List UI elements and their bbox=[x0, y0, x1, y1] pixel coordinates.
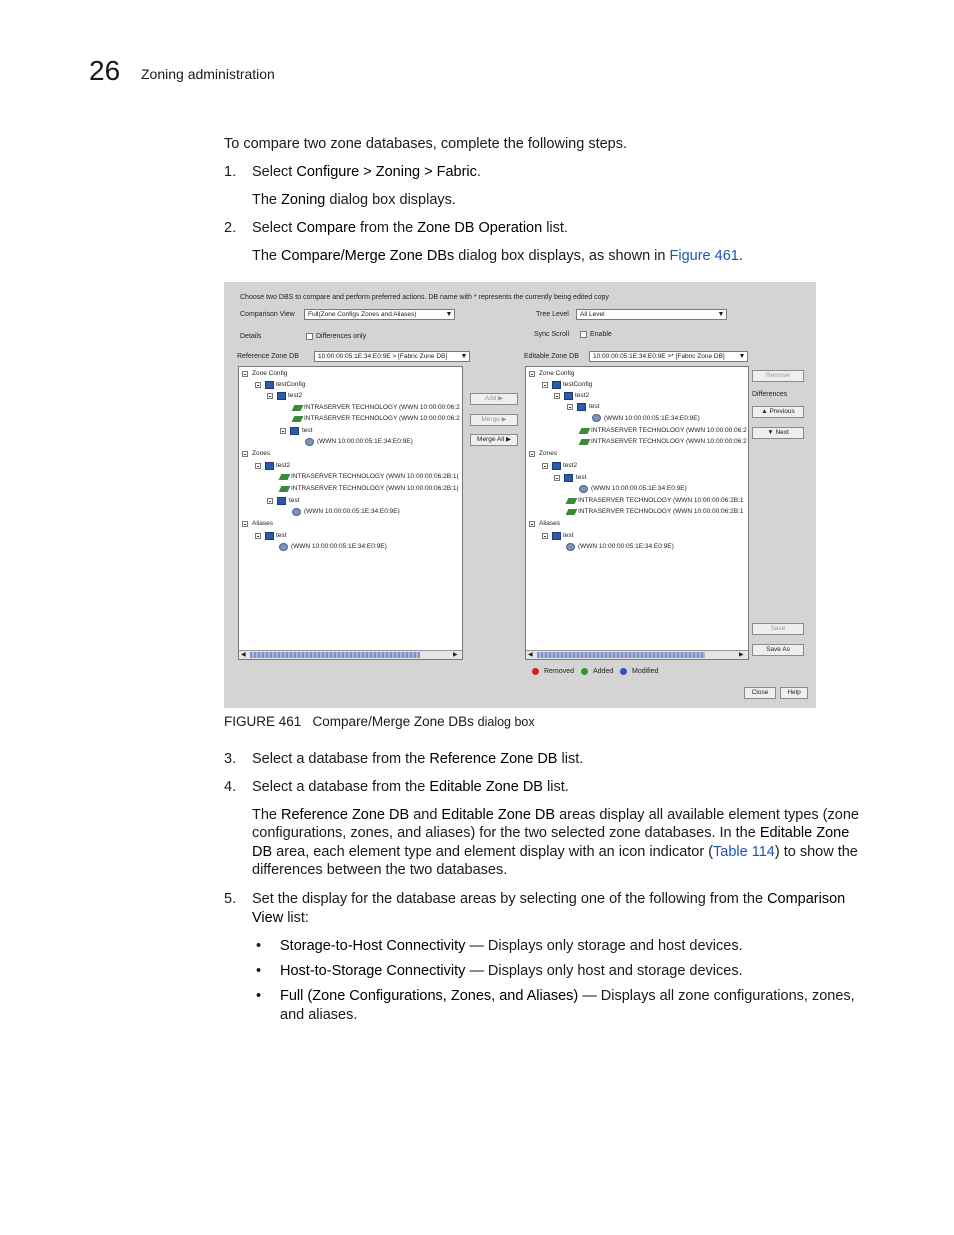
tree-node-test2[interactable]: test2 bbox=[276, 462, 291, 469]
scroll-left-icon[interactable]: ◀ bbox=[241, 652, 246, 658]
text: ) to show the bbox=[774, 844, 858, 860]
next-button[interactable]: ▼ Next bbox=[752, 427, 804, 439]
tree-node-member[interactable]: INTRASERVER TECHNOLOGY (WWN 10:00:00:06:2 bbox=[591, 427, 747, 434]
text: — Displays only storage and host devices. bbox=[465, 938, 743, 954]
text: Select a database from the bbox=[252, 751, 430, 767]
reference-zone-db-label: Reference Zone DB bbox=[237, 353, 299, 360]
label: Previous bbox=[769, 408, 795, 415]
ui-term: DB bbox=[252, 844, 273, 860]
ui-term: Compare bbox=[296, 220, 356, 236]
zone-config-icon bbox=[552, 381, 561, 389]
step-2 bbox=[252, 219, 568, 237]
step-5 bbox=[252, 890, 845, 908]
collapse-icon[interactable] bbox=[242, 521, 248, 527]
bullet-item bbox=[280, 962, 743, 980]
step-5-line-2 bbox=[252, 909, 309, 927]
sync-scroll-label: Sync Scroll bbox=[534, 331, 570, 338]
device-icon bbox=[592, 414, 601, 422]
step-4 bbox=[252, 778, 569, 796]
collapse-icon[interactable] bbox=[280, 428, 286, 434]
save-as-button[interactable]: Save As bbox=[752, 644, 804, 656]
dropdown-arrow-icon: ▼ bbox=[717, 311, 725, 318]
tree-node-aliases[interactable]: Aliases bbox=[539, 520, 560, 527]
paragraph-line bbox=[252, 843, 858, 861]
add-button[interactable]: Add ▶ bbox=[470, 393, 518, 405]
device-icon bbox=[579, 485, 588, 493]
figure-link[interactable]: Figure 461 bbox=[669, 248, 739, 264]
text: Select bbox=[252, 164, 297, 180]
tree-node-member[interactable]: INTRASERVER TECHNOLOGY (WWN 10:00:00:06:2B:1( bbox=[291, 473, 459, 480]
caption-main: Compare/Merge Zone DBs bbox=[312, 714, 474, 729]
comparison-view-label: Comparison View bbox=[240, 311, 295, 318]
alias-icon bbox=[265, 532, 274, 540]
caption-prefix: FIGURE 461 bbox=[224, 714, 302, 729]
differences-only-checkbox[interactable] bbox=[306, 333, 313, 340]
tree-node-wwn[interactable]: (WWN 10:00:00:05:1E:34:E0:9E) bbox=[304, 508, 400, 515]
legend-added: Added bbox=[593, 668, 614, 675]
tree-node-test[interactable]: test bbox=[302, 427, 313, 434]
editable-tree-panel[interactable] bbox=[525, 366, 749, 660]
collapse-icon[interactable] bbox=[529, 521, 535, 527]
member-icon bbox=[566, 509, 578, 515]
zone-icon bbox=[277, 392, 286, 400]
alias-icon bbox=[552, 532, 561, 540]
bullet-icon: • bbox=[256, 988, 262, 1004]
option-name: Storage-to-Host Connectivity bbox=[280, 938, 466, 954]
details-label: Details bbox=[240, 333, 262, 340]
caption-suffix: dialog box bbox=[477, 715, 535, 729]
text: area, each element type and element display with an icon indicator ( bbox=[272, 844, 714, 860]
collapse-icon[interactable] bbox=[542, 382, 548, 388]
collapse-icon[interactable] bbox=[255, 463, 261, 469]
comparison-view-select[interactable] bbox=[304, 309, 455, 320]
tree-level-select[interactable] bbox=[576, 309, 727, 320]
text: from the bbox=[355, 220, 418, 236]
collapse-icon[interactable] bbox=[542, 533, 548, 539]
tree-node-member[interactable]: INTRASERVER TECHNOLOGY (WWN 10:00:00:06:2B:1( bbox=[291, 485, 459, 492]
paragraph-line bbox=[252, 806, 859, 824]
scrollbar-thumb[interactable] bbox=[537, 652, 705, 658]
tree-node-member[interactable]: INTRASERVER TECHNOLOGY (WWN 10:00:00:06:2 bbox=[304, 415, 460, 422]
tree-node-test[interactable]: test bbox=[563, 532, 574, 539]
merge-button[interactable]: Merge ▶ bbox=[470, 414, 518, 426]
label: Next bbox=[775, 429, 789, 436]
tree-node-zone-config[interactable]: Zone Config bbox=[252, 370, 288, 377]
tree-node-testconfig[interactable]: testConfig bbox=[563, 381, 593, 388]
zone-icon bbox=[564, 474, 573, 482]
selected-value: Full(Zone Configs Zones and Aliases) bbox=[308, 311, 417, 318]
zone-icon bbox=[277, 497, 286, 505]
tree-node-test[interactable]: test bbox=[289, 497, 300, 504]
ui-term: Zone DB Operation bbox=[417, 220, 543, 236]
device-icon bbox=[279, 543, 288, 551]
paragraph-line bbox=[252, 824, 849, 842]
editable-zone-db-label: Editable Zone DB bbox=[524, 353, 579, 360]
text: configurations, zones, and aliases) for the two selected zone databases. In the bbox=[252, 825, 760, 841]
ui-term: Zoning bbox=[281, 192, 326, 208]
tree-node-aliases[interactable]: Aliases bbox=[252, 520, 273, 527]
text: Select bbox=[252, 220, 297, 236]
text: The bbox=[252, 248, 282, 264]
collapse-icon[interactable] bbox=[267, 393, 273, 399]
zone-icon bbox=[265, 462, 274, 470]
ui-term: Reference Zone DB bbox=[429, 751, 558, 767]
save-button[interactable]: Save bbox=[752, 623, 804, 635]
collapse-icon[interactable] bbox=[267, 498, 273, 504]
scrollbar-thumb[interactable] bbox=[250, 652, 420, 658]
zone-icon bbox=[290, 427, 299, 435]
tree-node-member[interactable]: INTRASERVER TECHNOLOGY (WWN 10:00:00:06:2B:1 bbox=[578, 497, 744, 504]
step-1-result bbox=[252, 191, 456, 209]
dropdown-arrow-icon: ▼ bbox=[445, 311, 453, 318]
text: list. bbox=[557, 751, 584, 767]
paragraph-line: differences between the two databases. bbox=[252, 862, 508, 878]
device-icon bbox=[305, 438, 314, 446]
reference-zone-db-select[interactable] bbox=[314, 351, 470, 362]
differences-only-label: Differences only bbox=[316, 333, 367, 340]
zone-config-icon bbox=[265, 381, 274, 389]
ui-term: Editable Zone bbox=[759, 825, 850, 841]
label: Add bbox=[484, 395, 497, 402]
help-button[interactable]: Help bbox=[780, 687, 808, 699]
text: Select a database from the bbox=[252, 779, 430, 795]
collapse-icon[interactable] bbox=[554, 393, 560, 399]
tree-node-test[interactable]: test bbox=[589, 403, 600, 410]
option-name: Full (Zone Configurations, Zones, and Aliases) bbox=[280, 988, 579, 1004]
bullet-item bbox=[280, 987, 855, 1005]
text: dialog box displays, as shown in bbox=[454, 248, 670, 264]
zone-icon bbox=[564, 392, 573, 400]
bullet-item-continued: and aliases. bbox=[280, 1007, 358, 1023]
dropdown-arrow-icon: ▼ bbox=[738, 353, 746, 360]
tree-level-label: Tree Level bbox=[536, 311, 569, 318]
zone-icon bbox=[552, 462, 561, 470]
differences-label: Differences bbox=[752, 391, 788, 398]
step-3 bbox=[252, 750, 583, 768]
modified-icon bbox=[620, 668, 627, 675]
collapse-icon[interactable] bbox=[554, 475, 560, 481]
ui-term: Editable Zone DB bbox=[429, 779, 543, 795]
ui-term: Editable Zone DB bbox=[441, 807, 556, 823]
editable-zone-db-select[interactable] bbox=[589, 351, 748, 362]
tree-node-wwn[interactable]: (WWN 10:00:00:05:1E:34:E0:9E) bbox=[604, 415, 700, 422]
dropdown-arrow-icon: ▼ bbox=[460, 353, 468, 360]
tree-node-wwn[interactable]: (WWN 10:00:00:05:1E:34:E0:9E) bbox=[591, 485, 687, 492]
horizontal-scrollbar[interactable] bbox=[526, 650, 748, 659]
enable-label: Enable bbox=[590, 331, 612, 338]
tree-node-zone-config[interactable]: Zone Config bbox=[539, 370, 575, 377]
scroll-right-icon[interactable]: ▶ bbox=[453, 652, 458, 658]
text: list: bbox=[283, 910, 309, 926]
selected-value: 10:00:00:05:1E:34:E0:9E >* [Fabric Zone DB] bbox=[593, 353, 725, 360]
figure-caption bbox=[224, 713, 535, 731]
step-2-result bbox=[252, 247, 743, 265]
close-button[interactable]: Close bbox=[744, 687, 776, 699]
enable-checkbox[interactable] bbox=[580, 331, 587, 338]
member-icon bbox=[279, 474, 291, 480]
member-icon bbox=[292, 405, 304, 411]
tree-node-wwn[interactable]: (WWN 10:00:00:05:1E:34:E0:9E) bbox=[317, 438, 413, 445]
tree-node-zones[interactable]: Zones bbox=[539, 450, 558, 457]
horizontal-scrollbar[interactable] bbox=[239, 650, 462, 659]
text: — Displays only host and storage devices. bbox=[465, 963, 743, 979]
step-number: 1. bbox=[224, 164, 237, 180]
bullet-icon: • bbox=[256, 963, 262, 979]
text: list. bbox=[542, 779, 569, 795]
instruction-text: Choose two DBS to compare and perform preferred actions. DB name with * represents the currently being edited copy bbox=[240, 294, 609, 301]
member-icon bbox=[579, 439, 591, 445]
ui-term: View bbox=[252, 910, 284, 926]
tree-node-test[interactable]: test bbox=[576, 474, 587, 481]
text: list. bbox=[542, 220, 568, 236]
legend-modified: Modified bbox=[632, 668, 659, 675]
legend-removed: Removed bbox=[544, 668, 574, 675]
tree-node-test2[interactable]: test2 bbox=[563, 462, 578, 469]
ui-term: Comparison bbox=[767, 891, 846, 907]
text: areas display all available element types (zone bbox=[555, 807, 859, 823]
member-icon bbox=[579, 428, 591, 434]
collapse-icon[interactable] bbox=[529, 451, 535, 457]
tree-node-wwn[interactable]: (WWN 10:00:00:05:1E:34:E0:9E) bbox=[578, 543, 674, 550]
tree-node-wwn[interactable]: (WWN 10:00:00:05:1E:34:E0:9E) bbox=[291, 543, 387, 550]
merge-all-button[interactable]: Merge All ▶ bbox=[470, 434, 518, 446]
reference-tree-panel[interactable] bbox=[238, 366, 463, 660]
bullet-item bbox=[280, 937, 743, 955]
collapse-icon[interactable] bbox=[529, 371, 535, 377]
device-icon bbox=[566, 543, 575, 551]
selected-value: All Level bbox=[580, 311, 605, 318]
text: The bbox=[252, 192, 282, 208]
step-number: 5. bbox=[224, 891, 237, 907]
menu-path: Configure > Zoning > Fabric bbox=[296, 164, 477, 180]
collapse-icon[interactable] bbox=[255, 382, 261, 388]
member-icon bbox=[292, 416, 304, 422]
collapse-icon[interactable] bbox=[242, 371, 248, 377]
intro-text: To compare two zone databases, complete the following steps. bbox=[224, 136, 628, 152]
scroll-right-icon[interactable]: ▶ bbox=[739, 652, 744, 658]
tree-node-testconfig[interactable]: testConfig bbox=[276, 381, 306, 388]
device-icon bbox=[292, 508, 301, 516]
text: . bbox=[738, 248, 743, 264]
option-name: Host-to-Storage Connectivity bbox=[280, 963, 466, 979]
ui-term: Compare/Merge Zone DBs bbox=[281, 248, 455, 264]
text: dialog box displays. bbox=[325, 192, 456, 208]
collapse-icon[interactable] bbox=[255, 533, 261, 539]
bullet-icon: • bbox=[256, 938, 262, 954]
text: and bbox=[409, 807, 442, 823]
tree-node-member[interactable]: INTRASERVER TECHNOLOGY (WWN 10:00:00:06:2 bbox=[304, 404, 460, 411]
label: Merge bbox=[481, 416, 500, 423]
tree-node-member[interactable]: INTRASERVER TECHNOLOGY (WWN 10:00:00:06:2 bbox=[591, 438, 747, 445]
tree-node-test2[interactable]: test2 bbox=[575, 392, 590, 399]
text: . bbox=[476, 164, 481, 180]
step-number: 3. bbox=[224, 751, 237, 767]
step-number: 2. bbox=[224, 220, 237, 236]
member-icon bbox=[566, 498, 578, 504]
text: Set the display for the database areas by selecting one of the following from the bbox=[252, 891, 768, 907]
step-number: 4. bbox=[224, 779, 237, 795]
ui-term: Reference Zone DB bbox=[281, 807, 410, 823]
zone-icon bbox=[577, 403, 586, 411]
tree-node-zones[interactable]: Zones bbox=[252, 450, 271, 457]
scroll-left-icon[interactable]: ◀ bbox=[528, 652, 533, 658]
dialog-screenshot bbox=[224, 282, 816, 708]
added-icon bbox=[581, 668, 588, 675]
tree-node-member[interactable]: INTRASERVER TECHNOLOGY (WWN 10:00:00:06:2B:1 bbox=[578, 508, 744, 515]
collapse-icon[interactable] bbox=[567, 404, 573, 410]
tree-node-test[interactable]: test bbox=[276, 532, 287, 539]
chapter-title: Zoning administration bbox=[141, 66, 275, 82]
chapter-number: 26 bbox=[89, 55, 121, 86]
label: Merge All bbox=[477, 436, 505, 443]
text: — Displays all zone configurations, zones, bbox=[578, 988, 855, 1004]
remove-button[interactable]: Remove bbox=[752, 370, 804, 382]
text: The bbox=[252, 807, 282, 823]
selected-value: 10:00:00:05:1E:34:E0:9E > [Fabric Zone DB] bbox=[318, 353, 448, 360]
tree-node-test2[interactable]: test2 bbox=[288, 392, 303, 399]
previous-button[interactable]: ▲ Previous bbox=[752, 406, 804, 418]
step-1 bbox=[252, 163, 481, 181]
removed-icon bbox=[532, 668, 539, 675]
table-link[interactable]: Table 114 bbox=[713, 844, 775, 860]
member-icon bbox=[279, 486, 291, 492]
collapse-icon[interactable] bbox=[242, 451, 248, 457]
collapse-icon[interactable] bbox=[542, 463, 548, 469]
